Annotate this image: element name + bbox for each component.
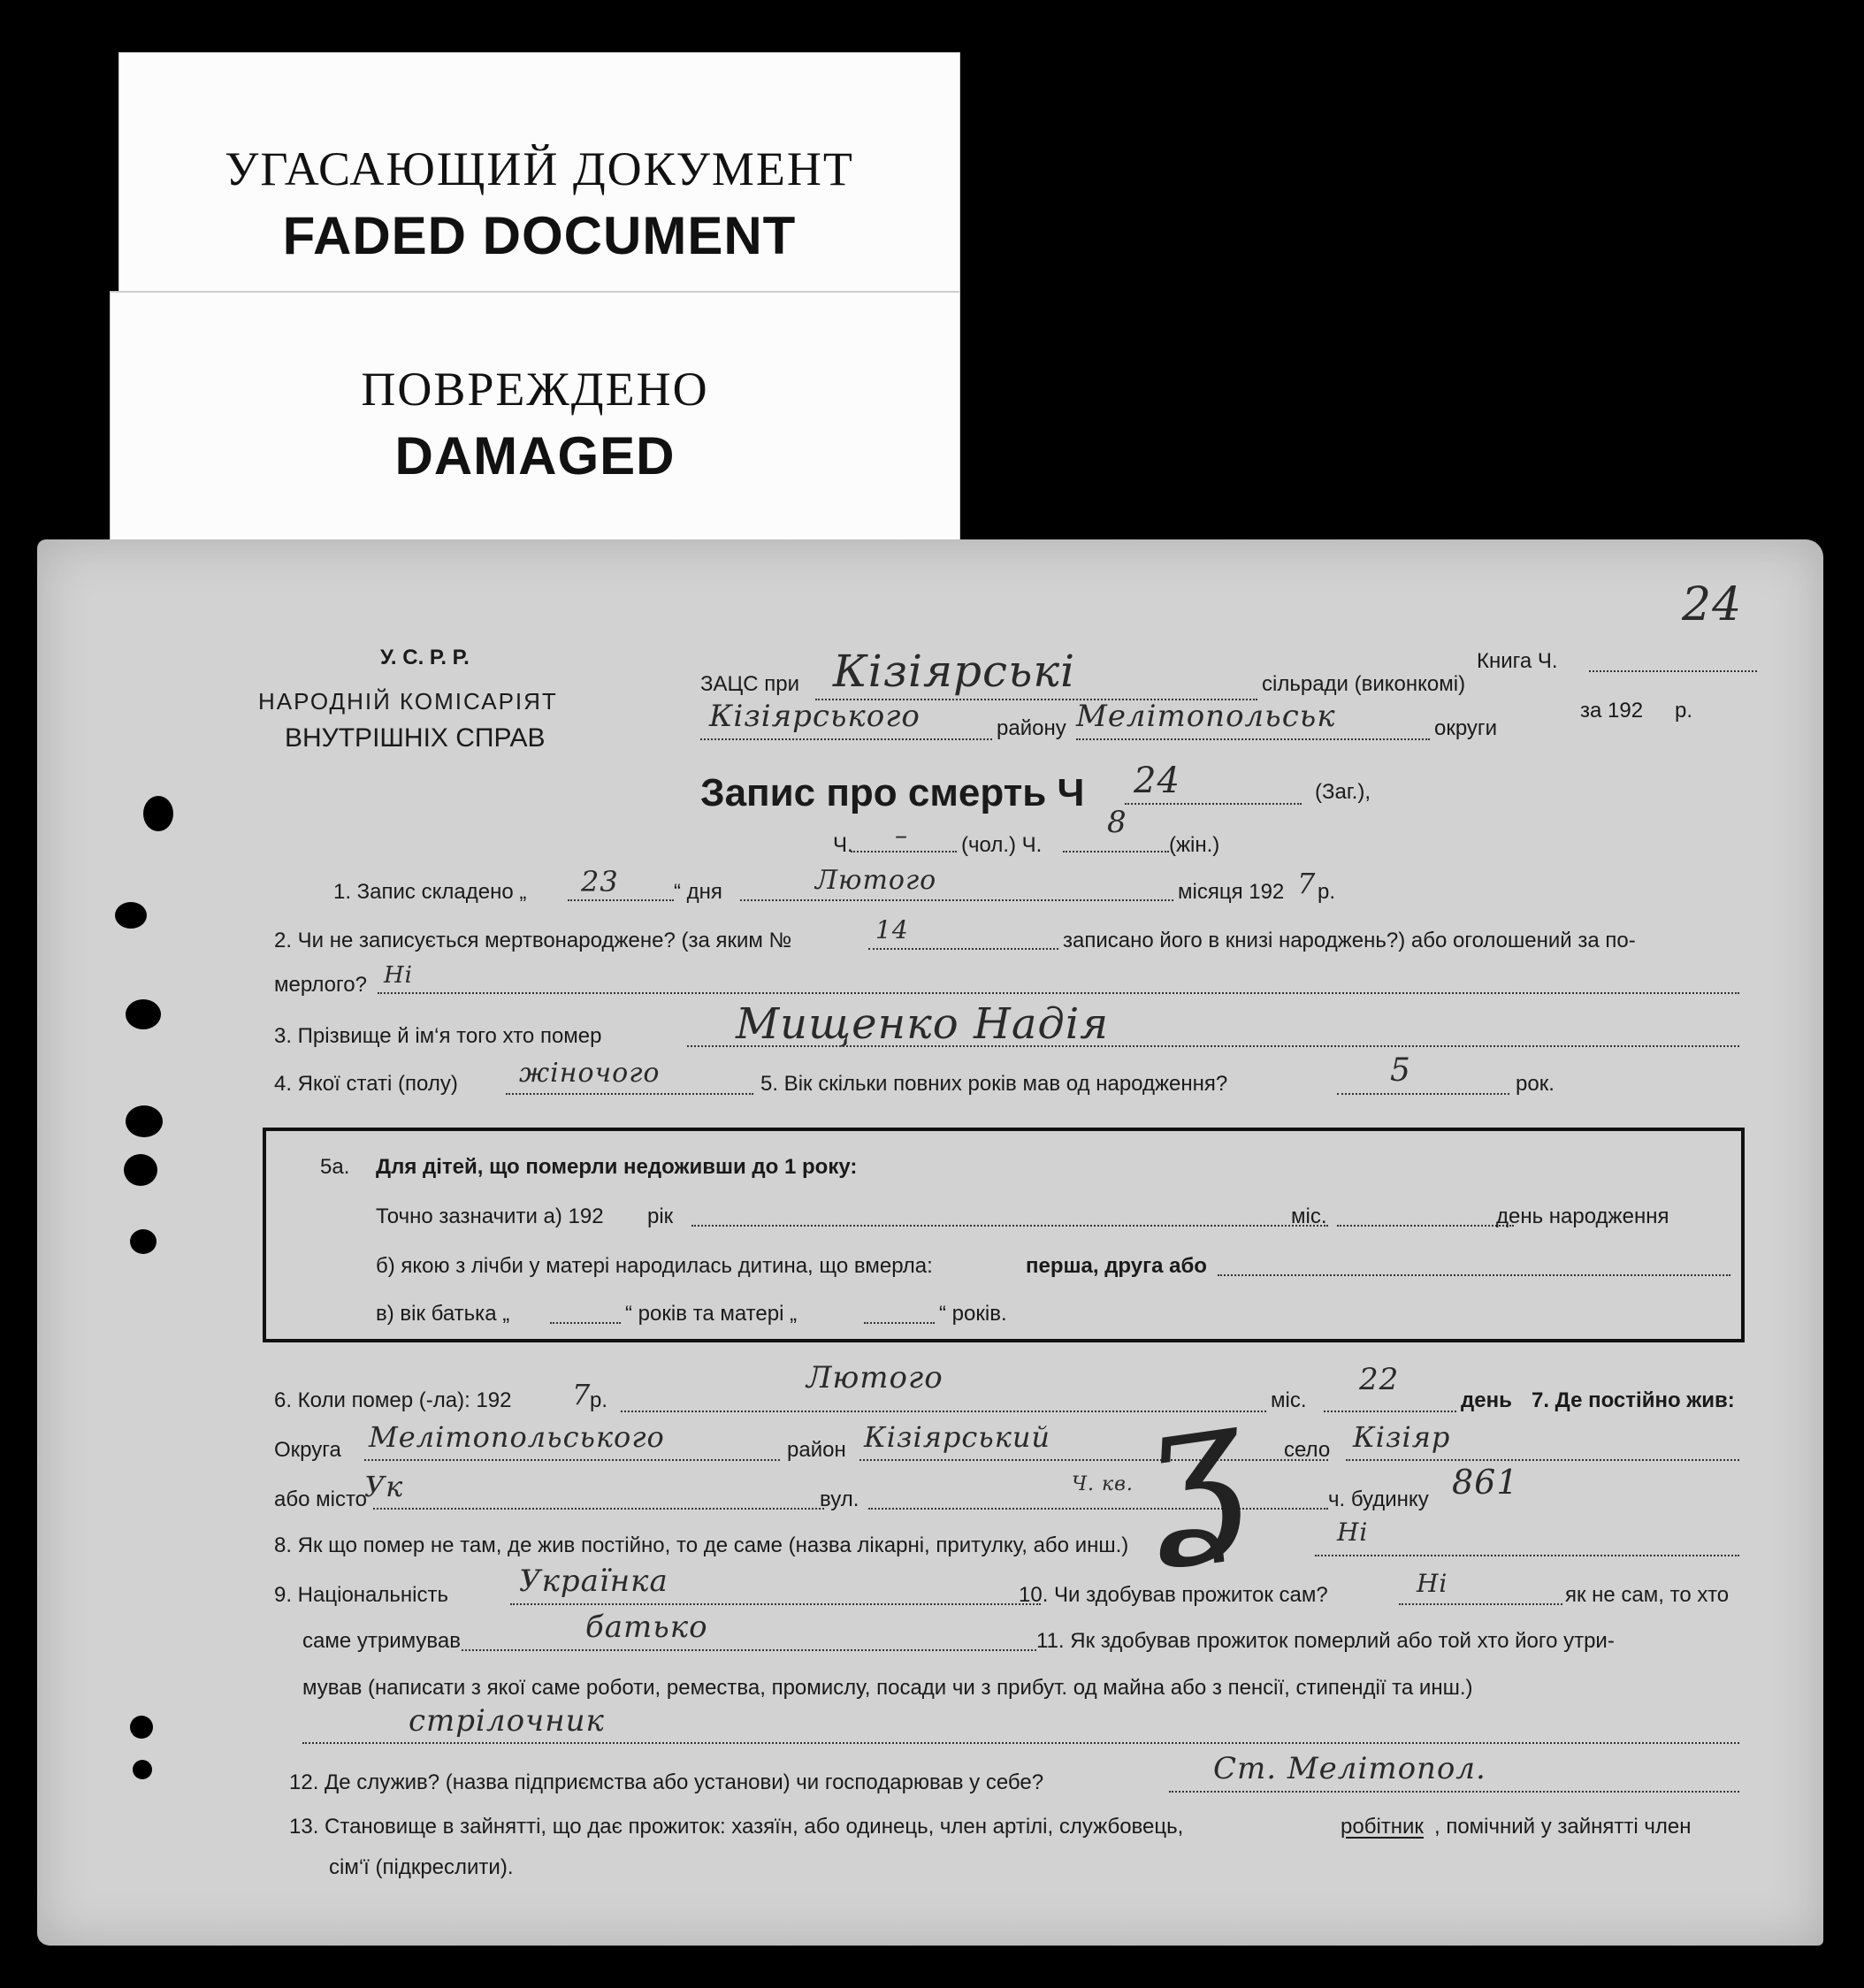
b5a-year-line [691,1225,1328,1227]
b5a-father-age-line [550,1322,621,1324]
budynok-value: 861 [1452,1463,1519,1502]
f12-value: Ст. Мелітопол. [1213,1751,1486,1786]
punch-hole [130,1229,157,1254]
b5a-month-line [1337,1225,1514,1227]
damaged-label-en: DAMAGED [394,426,676,486]
f11-line2: мував (написати з якої саме роботи, ремества, промислу, посади чи з прибут. од майна або з пенсії, стипендії та инш.) [302,1676,1473,1700]
raion-value: Кізіярського [709,699,921,734]
f6-r: р. [590,1388,608,1412]
commissariat-line2: ВНУТРІШНІХ СПРАВ [285,723,546,753]
ch1-line [851,851,957,853]
raion-value-2: Кізіярський [864,1420,1051,1454]
handwritten-scribble-icon: ʓ [1128,1356,1257,1574]
okruga-value-2: Мелітопольського [369,1420,665,1454]
f6-day-line [1324,1411,1456,1412]
okruga-label-2: Округа [274,1438,341,1462]
f3-value: Мищенко Надія [736,999,1109,1049]
f2-number-line [868,948,1058,950]
b5a-line3a: в) вік батька „ [376,1302,510,1326]
f9-label: 9. Національність [274,1583,448,1607]
f9-value-line [510,1603,1041,1605]
f1-r: р. [1318,880,1336,904]
ch1-value: – [895,821,908,850]
f6-day: 22 [1359,1362,1400,1397]
f10-value-line [1399,1603,1562,1605]
year-label: за 192 [1580,699,1644,723]
f9-value: Українка [519,1564,668,1599]
damaged-label-ru: ПОВРЕЖДЕНО [361,363,709,416]
f10-value2: батько [585,1610,708,1645]
raion-label-2: район [787,1438,846,1462]
ch2-line [1063,851,1169,853]
page-number: 24 [1682,578,1743,631]
commissariat-line1: НАРОДНІЙ КОМІСАРІЯТ [258,688,558,715]
f2-value: Ні [384,962,413,989]
f7-label: 7. Де постійно жив: [1532,1388,1735,1412]
f3-value-line [687,1045,1739,1047]
form-title: Запис про смерть Ч [700,771,1085,814]
punch-hole [130,1716,153,1739]
f1-year-digit: 7 [1297,867,1317,900]
misto-value: Ук [364,1470,404,1503]
f1-label: 1. Запис складено „ [333,880,527,904]
f6-mis: міс. [1271,1388,1307,1412]
f1-month: Лютого [815,865,937,896]
f12-value-line [1169,1791,1739,1793]
kniga-dotted-line [1589,670,1757,672]
selo-label: село [1284,1438,1331,1462]
f2-number: 14 [875,915,909,944]
b5a-line2b: перша, друга або [1026,1254,1207,1278]
f11-value: стрілочник [409,1703,605,1739]
kniga-label: Книга Ч. [1477,649,1558,673]
f2-line2: мерлого? [274,973,367,997]
chol-label: (чол.) Ч. [961,833,1043,857]
f5-value-line [1337,1093,1509,1095]
b5a-line1a: Точно зазначити а) 192 [376,1204,604,1228]
f1-day-line [568,899,674,901]
misto-label: або місто [274,1487,368,1511]
f8-value-line [1315,1555,1739,1556]
b5a-title: Для дітей, що померли недоживши до 1 року: [376,1155,858,1179]
f1-end: місяця 192 [1178,880,1285,904]
f6-label: 6. Коли помер (-ла): 192 [274,1388,512,1412]
ch1-label: Ч. [833,833,853,857]
f10-value: Ні [1417,1569,1448,1598]
f4-value-line [506,1093,753,1095]
b5a-line3c: “ років. [939,1302,1007,1326]
f1-mid: “ дня [674,880,722,904]
punch-hole [124,1154,157,1186]
f11-label: 11. Як здобував прожиток померлий або той хто його утри- [1036,1629,1615,1653]
b5a-line1c: міс. [1291,1204,1327,1228]
zags-label: ЗАЦС при [700,672,800,696]
selo-value: Кізіяр [1353,1420,1451,1454]
f13-label-a: 13. Становище в зайнятті, що дає прожиток: хазяїн, або одинець, член артілі, службовець, [289,1815,1184,1839]
b5a-title-num: 5а. [320,1155,350,1179]
f13-line2: сім‘ї (підкреслити). [329,1855,514,1879]
raion-dotted-line [700,738,992,740]
f5-value: 5 [1390,1052,1411,1089]
f12-label: 12. Де служив? (назва підприємства або установи) чи господарював у себе? [289,1770,1044,1794]
f10-end: як не сам, то хто [1565,1583,1730,1607]
ch2-value: 8 [1107,805,1127,840]
year-suffix: р. [1675,699,1693,723]
usrr-heading: У. С. Р. Р. [380,646,470,669]
vul-value-line [868,1508,1328,1510]
vul-label: вул. [820,1487,859,1511]
faded-label-ru: УГАСАЮЩИЙ ДОКУМЕНТ [225,142,854,195]
record-number: 24 [1134,761,1180,801]
okruga-dotted-line [1076,738,1430,740]
f10-value2-line [462,1649,1036,1651]
record-number-line [1125,803,1302,805]
f10-label: 10. Чи здобував прожиток сам? [1019,1583,1328,1607]
f10-line2: саме утримував [302,1629,461,1653]
f4-value: жіночого [519,1058,661,1089]
vul-value: Ч. кв. [1072,1473,1134,1495]
f8-label: 8. Як що помер не там, де жив постійно, то де саме (назва лікарні, притулку, або инш.) [274,1533,1129,1557]
f2-value-line [378,992,1739,994]
okruga-value: Мелітопольськ [1076,699,1336,734]
selrada-label: сільради (виконкомі) [1262,672,1466,696]
selo-value-line [1346,1459,1739,1461]
b5a-line1b: рік [647,1204,674,1228]
f2-label: 2. Чи не записується мертвонароджене? (за яким № [274,929,792,952]
f13-underlined-option: робітник [1341,1815,1424,1839]
raion-label: району [997,716,1066,740]
b5a-line1d: день народження [1496,1204,1669,1228]
b5a-line2a: б) якою з лічби у матері народилась дитина, що вмерла: [376,1254,933,1278]
f6-year-digit: 7 [572,1378,592,1411]
b5a-mother-age-line [864,1322,935,1324]
okruga-value-2-line [364,1459,780,1461]
punch-hole [143,796,173,831]
zags-value: Кізіярські [833,646,1076,697]
f2-mid: записано його в книзі народжень?) або оголошений за по- [1063,929,1636,952]
f5-end: рок. [1516,1072,1555,1096]
b5a-line3b: “ років та матері „ [625,1302,798,1326]
f11-value-line [302,1742,1739,1744]
budynok-label: ч. будинку [1328,1487,1429,1511]
f1-day: 23 [581,865,619,898]
f8-value: Ні [1337,1518,1369,1547]
f3-label: 3. Прізвище й ім‘я того хто помер [274,1024,602,1048]
faded-label-en: FADED DOCUMENT [282,206,797,265]
misto-value-line [373,1508,824,1510]
raion-value-2-line [859,1459,1328,1461]
punch-hole [126,1105,163,1137]
f6-den: день [1461,1388,1512,1412]
punch-hole [126,999,161,1029]
zhin-label: (жін.) [1169,833,1220,857]
zag-label: (Заг.), [1315,780,1371,804]
f1-month-line [740,899,1173,901]
f4-label: 4. Якої статі (полу) [274,1072,458,1096]
faded-document-label [119,53,959,327]
okruga-label: округи [1434,716,1498,740]
f6-month: Лютого [806,1360,943,1395]
death-record-form [37,539,1823,1946]
punch-hole [115,902,147,929]
f5-label: 5. Вік скільки повних років мав од народження? [760,1072,1228,1096]
damaged-label [111,292,959,549]
b5a-order-line [1218,1274,1730,1276]
f13-label-b: , помічний у зайнятті член [1434,1815,1692,1839]
punch-hole [133,1760,152,1779]
